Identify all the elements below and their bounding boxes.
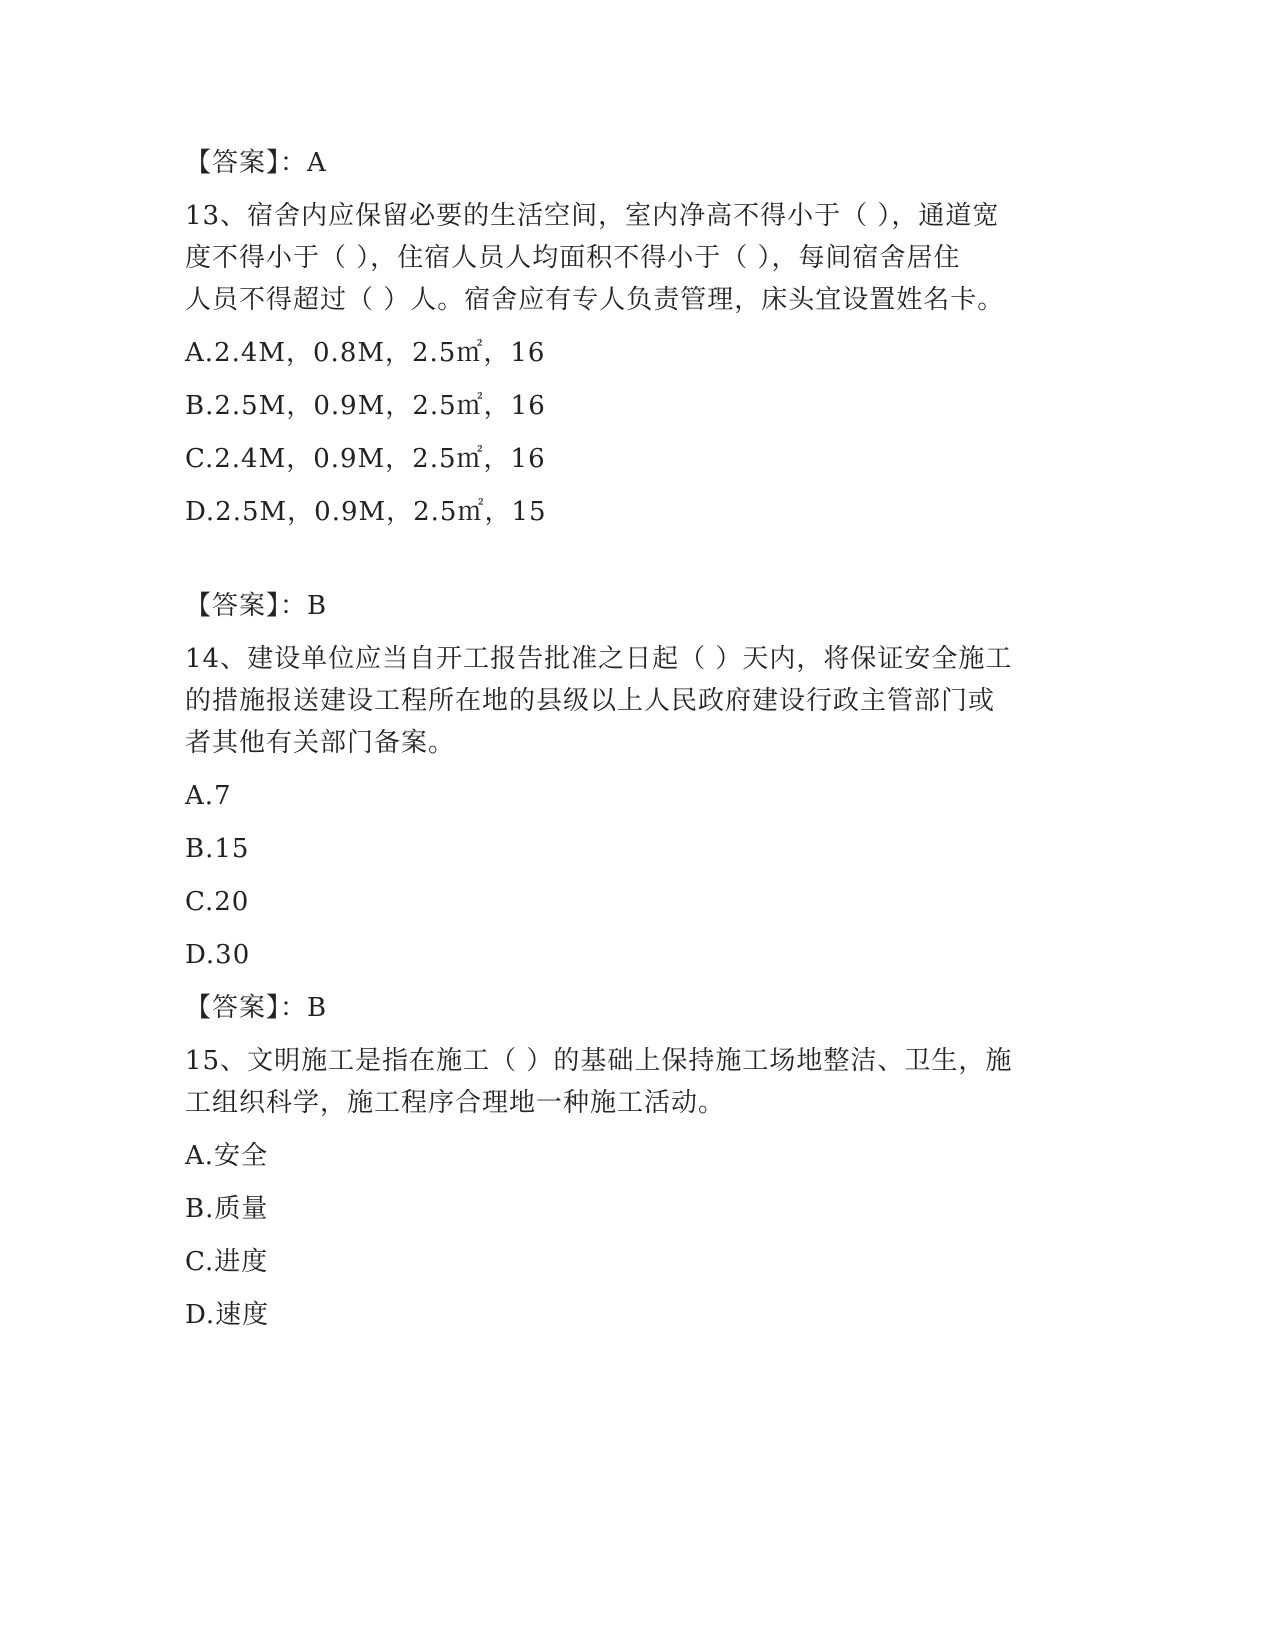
answer-13: 【答案】：B — [185, 591, 328, 621]
question-13-line-2: 度不得小于（ ），住宿人员人均面积不得小于（ ），每间宿舍居住 — [185, 243, 961, 273]
question-14-option-d: D.30 — [185, 940, 251, 970]
question-15-option-b: B.质量 — [185, 1194, 269, 1224]
answer-12: 【答案】：A — [185, 148, 327, 178]
question-15-option-c: C.进度 — [185, 1247, 269, 1277]
question-13-line-1: 13、宿舍内应保留必要的生活空间，室内净高不得小于（ ），通道宽 — [185, 201, 1000, 231]
question-14-option-b: B.15 — [185, 834, 250, 864]
question-13-option-d: D.2.5M，0.9M，2.5㎡，15 — [185, 497, 547, 527]
question-15-line-2: 工组织科学，施工程序合理地一种施工活动。 — [185, 1088, 726, 1118]
question-13-option-a: A.2.4M，0.8M，2.5㎡，16 — [185, 338, 546, 368]
question-14-line-3: 者其他有关部门备案。 — [185, 728, 456, 758]
question-15-option-a: A.安全 — [185, 1141, 269, 1171]
question-13-option-c: C.2.4M，0.9M，2.5㎡，16 — [185, 444, 546, 474]
question-14-line-1: 14、建设单位应当自开工报告批准之日起（ ）天内，将保证安全施工 — [185, 644, 1013, 674]
question-13-option-b: B.2.5M，0.9M，2.5㎡，16 — [185, 391, 546, 421]
question-14-line-2: 的措施报送建设工程所在地的县级以上人民政府建设行政主管部门或 — [185, 686, 996, 716]
question-15-line-1: 15、文明施工是指在施工（ ）的基础上保持施工场地整洁、卫生，施 — [185, 1046, 1013, 1076]
answer-14: 【答案】：B — [185, 993, 328, 1023]
question-14-option-a: A.7 — [185, 781, 232, 811]
question-13-line-3: 人员不得超过（ ）人。宿舍应有专人负责管理，床头宜设置姓名卡。 — [185, 285, 1005, 315]
question-15-option-d: D.速度 — [185, 1300, 270, 1330]
question-14-option-c: C.20 — [185, 887, 250, 917]
